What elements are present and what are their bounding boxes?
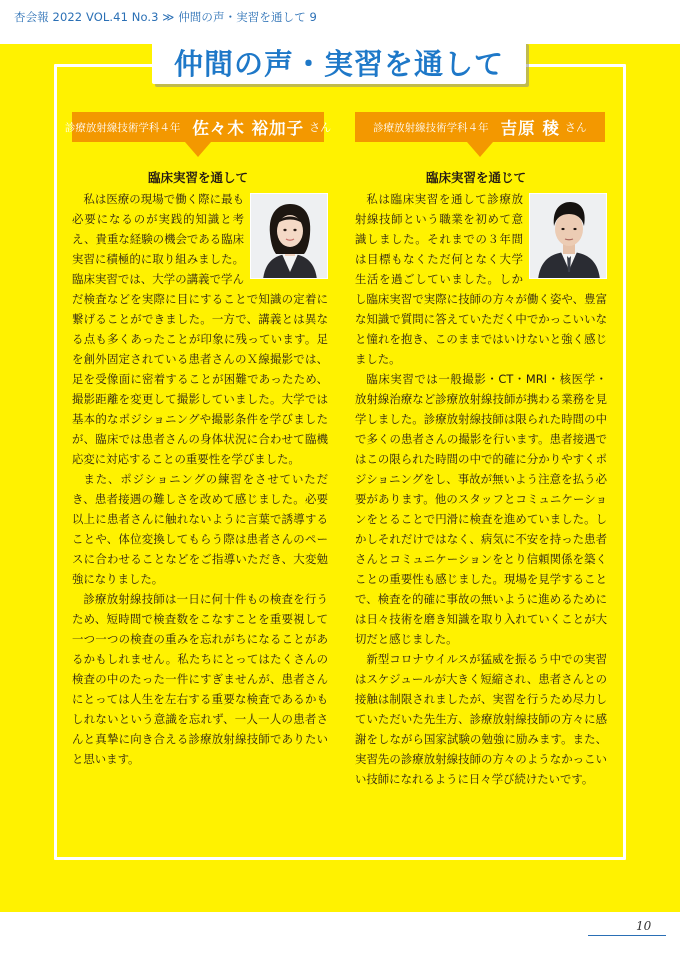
paragraph: 診療放射線技師は一日に何十件もの検査を行うため、短時間で検査数をこなすことを重要視して一つ一つの検査の重みを忘れがちになることがあるかもしれません。私たちにとってはたくさんの検査の中のたった一件にすぎませんが、患者さんにとっては人生を左右する重要な検査であるかもしれないという意識を忘れず、一人一人の患者さんと真摯に向き合える診療放射線技師でありたいと思います。 (72, 592, 328, 766)
paragraph: また、ポジショニングの練習をさせていただき、患者接遇の難しさを改めて感じました。必要以上に患者さんに触れないように言葉で誘導することや、体位変換してもらう際は患者さんのペースに合わせることなどをご指導いただき、大変勉強になりました。 (72, 472, 328, 586)
article-heading-right: 臨床実習を通じて (426, 170, 527, 185)
article-heading-left: 臨床実習を通して (148, 170, 249, 185)
paragraph: 私は医療の現場で働く際に最も必要になるのが実践的知識と考え、貴重な経験の機会である臨床実習に積極的に取り組みました。臨床実習では、大学の講義で学んだ検査などを実際に目にすることで知識の定着に繋げることができました。一方で、講義とは異なる点も多くあったことが印象に残っています。足を創外固定されている患者さんのＸ線撮影では、足を受像面に密着することが困難であったため、撮影距離を変更して撮影していました。大学では基本的なポジショニングや撮影条件を学びましたが、臨床では患者さんの身体状況に合わせて臨機応変に対応することの重要性を学びました。 (72, 192, 328, 466)
paragraph: 新型コロナウイルスが猛威を振るう中での実習はスケジュールが大きく短縮され、患者さんとの接触は制限されましたが、実習を行うため尽力していただいた先生方、診療放射線技師の方々に感謝をしながら国家試験の勉強に励みます。また、実習先の診療放射線技師の方々のようなかっこいい技師になれるように日々学び続けたいです。 (355, 652, 607, 786)
department-label: 診療放射線技術学科４年 (373, 121, 489, 134)
department-label: 診療放射線技術学科４年 (64, 121, 181, 134)
title-box (152, 41, 526, 84)
name-banner-left (64, 112, 332, 142)
student-name: 佐々木 裕加子 (192, 119, 305, 138)
page-title: 仲間の声・実習を通して (173, 47, 504, 81)
honorific: さん (309, 121, 332, 134)
article-body-left (72, 189, 328, 769)
portrait-photo-male (529, 193, 607, 279)
paragraph: 私は臨床実習を通して診療放射線技師という職業を初めて意識しました。それまでの３年間は目標もなくただ何となく大学生活を過ごしていました。しかし臨床実習で実際に技師の方々が働く姿や、豊富な知識で質問に答えていただく中でかっこいいなと憧れを抱き、このままではいけないと強く感じました。 (355, 192, 607, 366)
paragraph: 臨床実習では一般撮影・CT・MRI・核医学・放射線治療など診療放射線技師が携わる業務を見学しました。診療放射線技師は限られた時間の中で多くの患者さんの撮影を行います。患者接遇ではこの限られた時間の中で的確に分かりやすくポジショニングをし、事故が無いよう注意を払う必要があります。他のスタッフとコミュニケーションをとることで円滑に検査を進めていました。しかしそれだけではなく、病気に不安を持った患者さんとコミュニケーションをとり信頼関係を築くことの重要性も感じました。現場を見学することで、検査を的確に事故の無いように進めるためには日々技術を磨き知識を取り入れていくことが大切だと感じました。 (355, 372, 607, 646)
honorific: さん (564, 121, 587, 134)
article-body-right (355, 189, 607, 789)
portrait-photo-female (250, 193, 328, 279)
page-number: 10 (636, 919, 652, 933)
page-number-underline (588, 935, 666, 936)
student-name: 吉原 稜 (500, 119, 560, 138)
running-header: 杏会報 2022 VOL.41 No.3 ≫ 仲間の声・実習を通して 9 (14, 10, 317, 24)
name-banner-right (355, 112, 605, 142)
